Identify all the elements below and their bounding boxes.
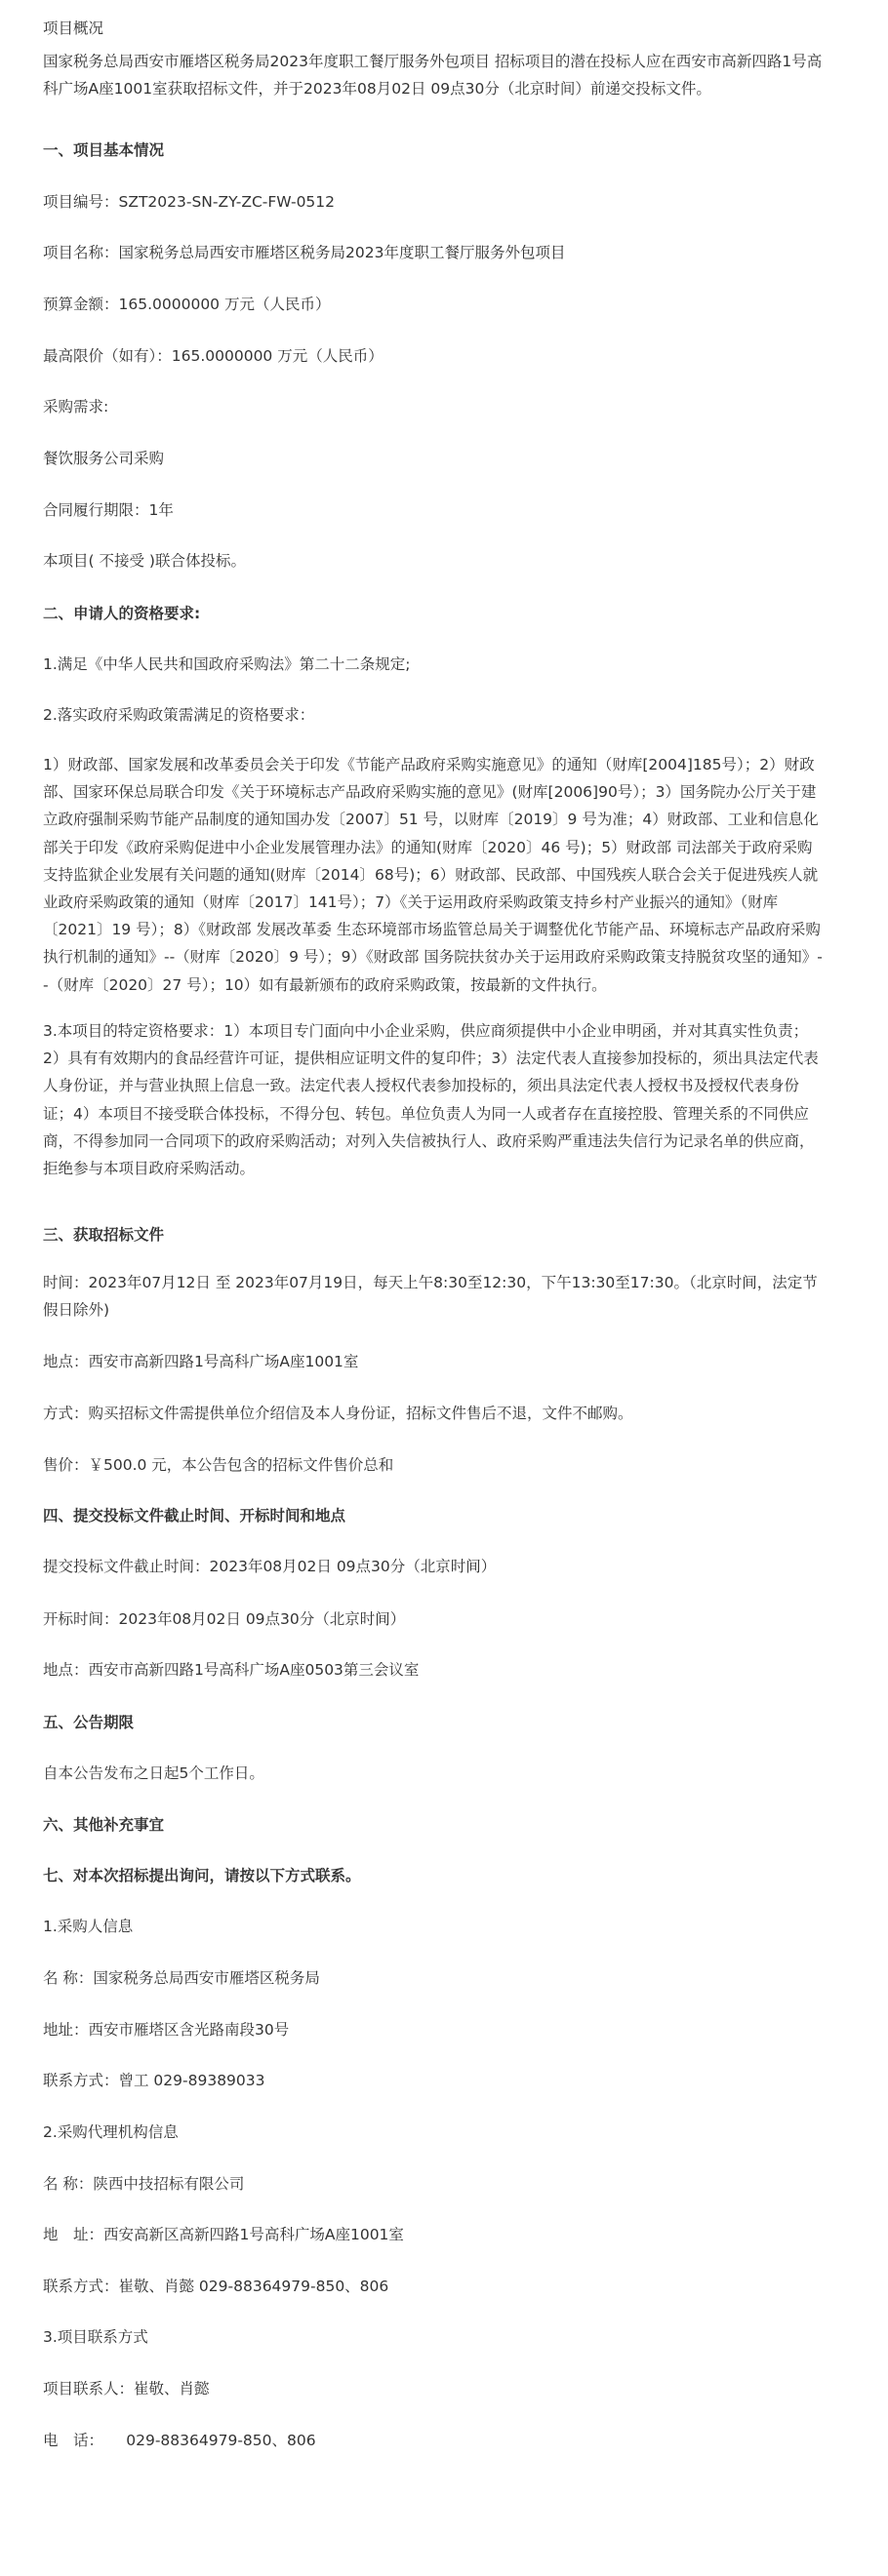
- buyer-address: 地址：西安市雁塔区含光路南段30号: [43, 2021, 290, 2039]
- overview-title: 项目概况: [43, 20, 104, 37]
- project-contact-phone: 电 话： 029-88364979-850、806: [43, 2432, 316, 2449]
- buyer-title: 1.采购人信息: [43, 1918, 134, 1935]
- obtain-place: 地点：西安市高新四路1号高科广场A座1001室: [43, 1353, 359, 1370]
- max-price: 最高限价（如有）：165.0000000 万元（人民币）: [43, 347, 383, 365]
- obtain-time: 时间：2023年07月12日 至 2023年07月19日，每天上午8:30至12:30，下午13:30至17:30。（北京时间，法定节假日除外): [43, 1274, 818, 1320]
- project-contact-person: 项目联系人：崔敬、肖懿: [43, 2380, 210, 2398]
- project-name: 项目名称：国家税务总局西安市雁塔区税务局2023年度职工餐厅服务外包项目: [43, 244, 566, 261]
- demand-value: 餐饮服务公司采购: [43, 450, 165, 467]
- project-contact-title: 3.项目联系方式: [43, 2328, 148, 2346]
- demand-label: 采购需求:: [43, 398, 109, 416]
- agency-title: 2.采购代理机构信息: [43, 2123, 179, 2141]
- document-price: 售价：￥500.0 元，本公告包含的招标文件售价总和: [43, 1456, 394, 1474]
- qualification-item-3: 3.本项目的特定资格要求：1）本项目专门面向中小企业采购，供应商须提供中小企业申明函，并对其真实性负责；2）具有有效期内的食品经营许可证，提供相应证明文件的复印件；3）法定代表人直接参加投标的，须出具法定代表人身份证，并与营业执照上信息一致。法定代表人授权代表参加投标的，须出具法定代表人授权书及授权代表身份证；4）本项目不接受联合体投标，不得分包、转包。单位负责人为同一人或者存在直接控股、管理关系的不同供应商，不得参加同一合同项下的政府采购活动；对列入失信被执行人、政府采购严重违法失信行为记录名单的供应商，拒绝参与本项目政府采购活动。: [43, 1022, 819, 1178]
- opening-place: 地点：西安市高新四路1号高科广场A座0503第三会议室: [43, 1661, 420, 1679]
- project-number: 项目编号：SZT2023-SN-ZY-ZC-FW-0512: [43, 193, 336, 211]
- notice-period: 自本公告发布之日起5个工作日。: [43, 1764, 264, 1782]
- contract-term: 合同履行期限：1年: [43, 501, 174, 519]
- budget-amount: 预算金额：165.0000000 万元（人民币）: [43, 296, 331, 313]
- agency-contact: 联系方式：崔敬、肖懿 029-88364979-850、806: [43, 2278, 389, 2295]
- buyer-name: 名 称：国家税务总局西安市雁塔区税务局: [43, 1969, 320, 1987]
- section4-heading: 四、提交投标文件截止时间、开标时间和地点: [43, 1507, 346, 1525]
- obtain-method: 方式：购买招标文件需提供单位介绍信及本人身份证，招标文件售后不退，文件不邮购。: [43, 1405, 633, 1422]
- section3-heading: 三、获取招标文件: [43, 1226, 165, 1244]
- consortium-note: 本项目( 不接受 )联合体投标。: [43, 552, 246, 570]
- buyer-contact: 联系方式：曾工 029-89389033: [43, 2072, 265, 2089]
- section2-heading: 二、申请人的资格要求:: [43, 605, 201, 622]
- qualification-item-1: 1.满足《中华人民共和国政府采购法》第二十二条规定;: [43, 655, 411, 673]
- section7-heading: 七、对本次招标提出询问，请按以下方式联系。: [43, 1867, 361, 1884]
- qualification-item-2: 2.落实政府采购政策需满足的资格要求：: [43, 706, 315, 724]
- agency-name: 名 称：陕西中技招标有限公司: [43, 2175, 245, 2193]
- overview-text: 国家税务总局西安市雁塔区税务局2023年度职工餐厅服务外包项目 招标项目的潜在投标人应在西安市高新四路1号高科广场A座1001室获取招标文件，并于2023年08月02日 09点30分（北京时间）前递交投标文件。: [43, 53, 823, 99]
- opening-time: 开标时间：2023年08月02日 09点30分（北京时间）: [43, 1610, 406, 1628]
- policy-list: 1）财政部、国家发展和改革委员会关于印发《节能产品政府采购实施意见》的通知（财库[2004]185号）；2）财政部、国家环保总局联合印发《关于环境标志产品政府采购实施的意见》(财库[2006]90号）；3）国务院办公厅关于建立政府强制采购节能产品制度的通知国办发〔2007〕51 号，以财库〔2019〕9 号为准；4）财政部、工业和信息化部关于印发《政府采购促进中小企业发展管理办法》的通知(财库〔2020〕46 号)；5）财政部 司法部关于政府采购支持监狱企业发展有关问题的通知(财库〔2014〕68号)；6）财政部、民政部、中国残疾人联合会关于促进残疾人就业政府采购政策的通知（财库〔2017〕141号）；7）《关于运用政府采购政策支持乡村产业振兴的通知》（财库〔2021〕19 号）；8）《财政部 发展改革委 生态环境部市场监管总局关于调整优化节能产品、环境标志产品政府采购执行机制的通知》--（财库〔2020〕9 号）；9）《财政部 国务院扶贫办关于运用政府采购政策支持脱贫攻坚的通知》--（财库〔2020〕27 号）；10）如有最新颁布的政府采购政策，按最新的文件执行。: [43, 756, 823, 994]
- submission-deadline: 提交投标文件截止时间：2023年08月02日 09点30分（北京时间）: [43, 1558, 497, 1575]
- section1-heading: 一、项目基本情况: [43, 141, 165, 159]
- section5-heading: 五、公告期限: [43, 1714, 135, 1731]
- section6-heading: 六、其他补充事宜: [43, 1816, 165, 1834]
- agency-address: 地 址：西安高新区高新四路1号高科广场A座1001室: [43, 2226, 404, 2243]
